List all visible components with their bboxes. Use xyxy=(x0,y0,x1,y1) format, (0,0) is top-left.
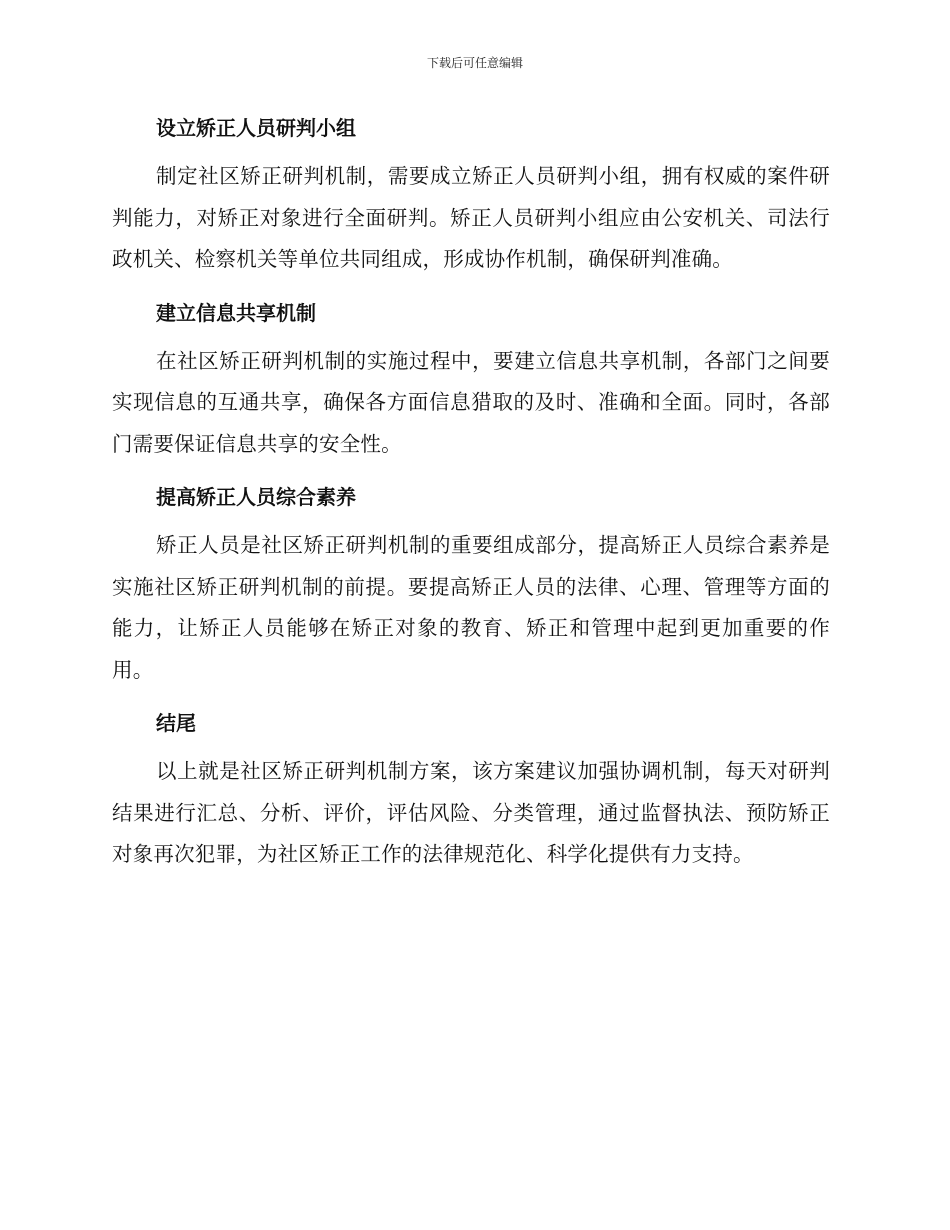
section-paragraph: 制定社区矫正研判机制，需要成立矫正人员研判小组，拥有权威的案件研判能力，对矫正对象进行全面研判。矫正人员研判小组应由公安机关、司法行政机关、检察机关等单位共同组成，形成协作机制，确保研判准确。 xyxy=(112,164,830,271)
section-heading: 建立信息共享机制 xyxy=(156,300,316,325)
section-paragraph: 矫正人员是社区矫正研判机制的重要组成部分，提高矫正人员综合素养是实施社区矫正研判机制的前提。要提高矫正人员的法律、心理、管理等方面的能力，让矫正人员能够在矫正对象的教育、矫正和管理中起到更加重要的作用。 xyxy=(112,533,830,682)
section-information-sharing xyxy=(112,293,830,466)
section-heading: 设立矫正人员研判小组 xyxy=(156,116,356,140)
section-conclusion xyxy=(112,703,830,876)
page-header: 下载后可任意编辑 xyxy=(426,56,523,70)
section-research-team xyxy=(112,108,830,281)
section-heading: 提高矫正人员综合素养 xyxy=(156,485,356,509)
section-paragraph: 以上就是社区矫正研判机制方案，该方案建议加强协调机制，每天对研判结果进行汇总、分析、评价，评估风险、分类管理，通过监督执法、预防矫正对象再次犯罪，为社区矫正工作的法律规范化、科学化提供有力支持。 xyxy=(112,759,830,866)
section-heading: 结尾 xyxy=(156,711,196,735)
section-paragraph: 在社区矫正研判机制的实施过程中，要建立信息共享机制，各部门之间要实现信息的互通共享，确保各方面信息猎取的及时、准确和全面。同时，各部门需要保证信息共享的安全性。 xyxy=(112,348,830,456)
section-staff-quality xyxy=(112,477,830,691)
document-body xyxy=(112,108,830,888)
